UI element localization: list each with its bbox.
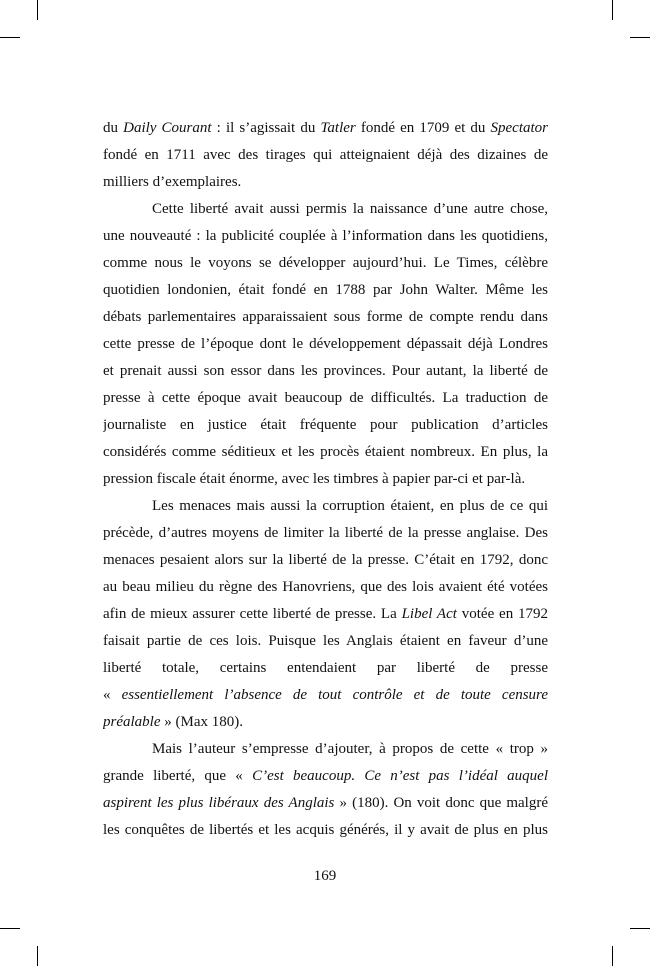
text-run: afin de mieux assurer cette liberté de presse. La xyxy=(103,606,402,622)
text-run: grande liberté, que « xyxy=(103,768,253,784)
text-line xyxy=(103,304,548,331)
text-run: fondé en 1711 avec des tirages qui atteignaient déjà des dizaines de xyxy=(103,147,548,163)
crop-mark xyxy=(37,0,38,20)
text-line xyxy=(103,520,548,547)
text-line xyxy=(103,466,548,493)
text-run: du xyxy=(103,120,124,136)
italic-text: Tatler xyxy=(320,120,356,136)
text-line xyxy=(103,223,548,250)
italic-text: Libel Act xyxy=(401,606,457,622)
text-line xyxy=(103,736,548,763)
italic-text: Daily Courant xyxy=(123,120,212,136)
text-run: débats parlementaires apparaissaient sous forme de compte rendu dans xyxy=(103,309,548,325)
text-run: Cette liberté avait aussi permis la naissance d’une autre chose, xyxy=(152,201,548,217)
text-line xyxy=(103,547,548,574)
text-line xyxy=(103,358,548,385)
text-run: cette presse de l’époque dont le développement dépassait déjà Londres xyxy=(103,336,548,352)
text-run: milliers d’exemplaires. xyxy=(103,174,242,190)
text-line xyxy=(103,682,548,709)
text-run: Mais l’auteur s’empresse d’ajouter, à propos de cette « trop » xyxy=(152,741,548,757)
text-line xyxy=(103,196,548,223)
text-line xyxy=(103,493,548,520)
text-line xyxy=(103,277,548,304)
italic-text: essentiellement l’absence de tout contrôle et de toute censure xyxy=(121,687,548,703)
text-run: et prenait aussi son essor dans les provinces. Pour autant, la liberté de xyxy=(103,363,548,379)
text-run: menaces pesaient alors sur la liberté de la presse. C’était en 1792, donc xyxy=(103,552,548,568)
text-line xyxy=(103,655,548,682)
text-line xyxy=(103,169,548,196)
crop-mark xyxy=(0,37,20,38)
text-line xyxy=(103,628,548,655)
crop-mark xyxy=(37,946,38,966)
italic-text: C’est beaucoup. Ce n’est pas l’idéal auquel xyxy=(252,768,548,784)
text-run: une nouveauté : la publicité couplée à l’information dans les quotidiens, xyxy=(103,228,548,244)
text-line xyxy=(103,412,548,439)
crop-mark xyxy=(630,928,650,929)
text-run: journaliste en justice était fréquente pour publication d’articles xyxy=(103,417,548,433)
text-run: faisait partie de ces lois. Puisque les Anglais étaient en faveur d’une xyxy=(103,633,548,649)
italic-text: aspirent les plus libéraux des Anglais xyxy=(103,795,335,811)
text-run: votée en 1792 xyxy=(456,606,548,622)
text-run: presse à cette époque avait beaucoup de difficultés. La traduction de xyxy=(103,390,548,406)
text-run: les conquêtes de libertés et les acquis générés, il y avait de plus en plus xyxy=(103,822,548,838)
text-line xyxy=(103,574,548,601)
page-number: 169 xyxy=(313,868,337,884)
text-line xyxy=(103,790,548,817)
text-run: pression fiscale était énorme, avec les timbres à papier par-ci et par-là. xyxy=(103,471,526,487)
crop-mark xyxy=(612,946,613,966)
text-line xyxy=(103,601,548,628)
italic-text: préalable xyxy=(103,714,161,730)
text-run: « xyxy=(103,687,122,703)
text-line xyxy=(103,142,548,169)
text-run: fondé en 1709 et du xyxy=(355,120,491,136)
text-run: quotidien londonien, était fondé en 1788 par John Walter. Même les xyxy=(103,282,548,298)
text-line xyxy=(103,115,548,142)
crop-mark xyxy=(0,928,20,929)
text-line xyxy=(103,250,548,277)
italic-text: Spectator xyxy=(490,120,548,136)
text-line xyxy=(103,817,548,844)
crop-mark xyxy=(630,37,650,38)
text-run: précède, d’autres moyens de limiter la liberté de la presse anglaise. Des xyxy=(103,525,548,541)
text-run: comme nous le voyons se développer aujourd’hui. Le Times, célèbre xyxy=(103,255,548,271)
text-line xyxy=(103,439,548,466)
body-text xyxy=(103,115,548,844)
text-run: au beau milieu du règne des Hanovriens, que des lois avaient été votées xyxy=(103,579,548,595)
text-run: » (180). On voit donc que malgré xyxy=(334,795,548,811)
text-line xyxy=(103,331,548,358)
text-run: » (Max 180). xyxy=(160,714,243,730)
text-line xyxy=(103,709,548,736)
text-run: liberté totale, certains entendaient par liberté de presse xyxy=(103,660,548,676)
text-run: Les menaces mais aussi la corruption étaient, en plus de ce qui xyxy=(152,498,548,514)
text-run: considérés comme séditieux et les procès étaient nombreux. En plus, la xyxy=(103,444,548,460)
text-line xyxy=(103,763,548,790)
crop-mark xyxy=(612,0,613,20)
text-line xyxy=(103,385,548,412)
text-run: : il s’agissait du xyxy=(211,120,321,136)
